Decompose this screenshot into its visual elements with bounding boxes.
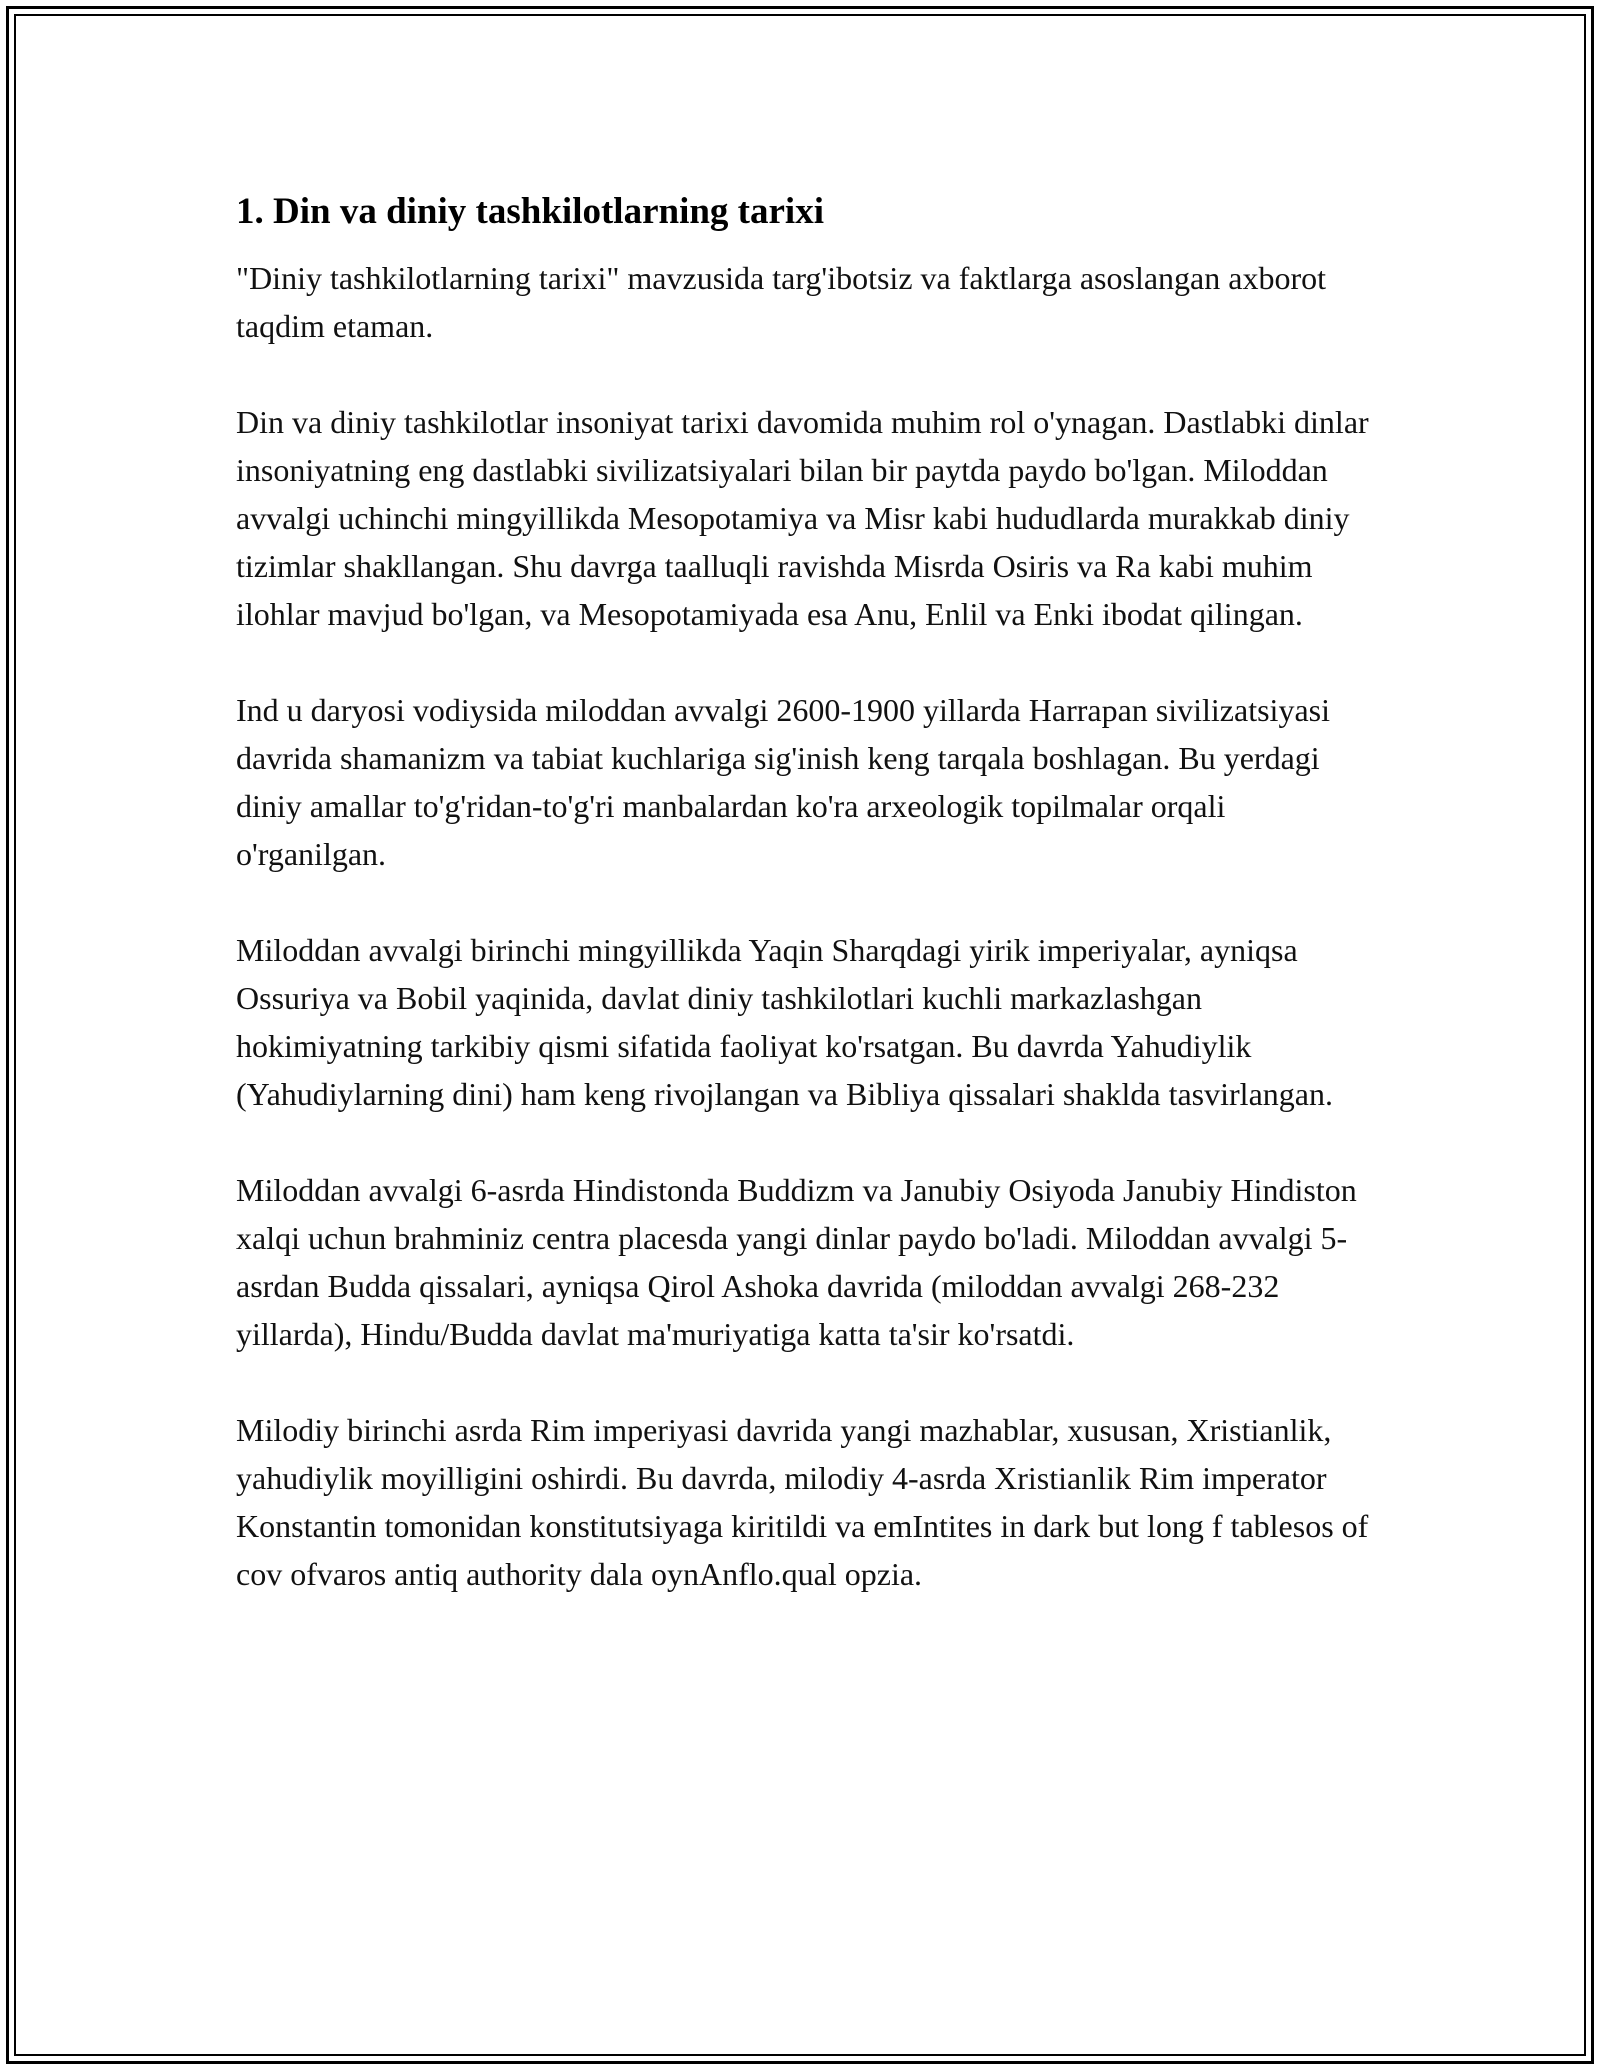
paragraph-near-east-empires: Miloddan avvalgi birinchi mingyillikda Yaqin Sharqdagi yirik imperiyalar, ayniqsa Ossuriya va Bobil yaqinida, davlat diniy tashkilotlari kuchli markazlashgan hokimiyatning tarkibiy qismi sifatida faoliyat ko'rsatgan. Bu davrda Yahudiylik (Yahudiylarning dini) ham keng rivojlangan va Bibliya qissalari shaklda tasvirlangan.	[236, 932, 1333, 1112]
paragraph-indus-valley: Ind u daryosi vodiysida miloddan avvalgi 2600-1900 yillarda Harrapan sivilizatsiyasi davrida shamanizm va tabiat kuchlariga sig'inish keng tarqala boshlagan. Bu yerdagi diniy amallar to'g'ridan-to'g'ri manbalardan ko'ra arxeologik topilmalar orqali o'rganilgan.	[236, 692, 1330, 872]
paragraph-intro: "Diniy tashkilotlarning tarixi" mavzusida targ'ibotsiz va faktlarga asoslangan axborot taqdim etaman.	[236, 260, 1326, 344]
paragraph-ancient-civilizations: Din va diniy tashkilotlar insoniyat tarixi davomida muhim rol o'ynagan. Dastlabki dinlar insoniyatning eng dastlabki sivilizatsiyalari bilan bir paytda paydo bo'lgan. Miloddan avvalgi uchinchi mingyillikda Mesopotamiya va Misr kabi hududlarda murakkab diniy tizimlar shakllangan. Shu davrga taalluqli ravishda Misrda Osiris va Ra kabi muhim ilohlar mavjud bo'lgan, va Mesopotamiyada esa Anu, Enlil va Enki ibodat qilingan.	[236, 404, 1369, 632]
document-title: 1. Din va diniy tashkilotlarning tarixi	[236, 191, 824, 232]
paragraph-buddhism-india: Miloddan avvalgi 6-asrda Hindistonda Buddizm va Janubiy Osiyoda Janubiy Hindiston xalqi uchun brahminiz centra placesda yangi dinlar paydo bo'ladi. Miloddan avvalgi 5-asrdan Budda qissalari, ayniqsa Qirol Ashoka davrida (miloddan avvalgi 268-232 yillarda), Hindu/Budda davlat ma'muriyatiga katta ta'sir ko'rsatdi.	[236, 1172, 1357, 1352]
document-body	[236, 188, 1376, 1598]
paragraph-roman-christianity: Milodiy birinchi asrda Rim imperiyasi davrida yangi mazhablar, xususan, Xristianlik, yahudiylik moyilligini oshirdi. Bu davrda, milodiy 4-asrda Xristianlik Rim imperator Konstantin tomonidan konstitutsiyaga kiritildi va emIntites in dark but long f tablesos of cov ofvaros antiq authority dala oynAnflo.qual opzia.	[236, 1412, 1369, 1592]
